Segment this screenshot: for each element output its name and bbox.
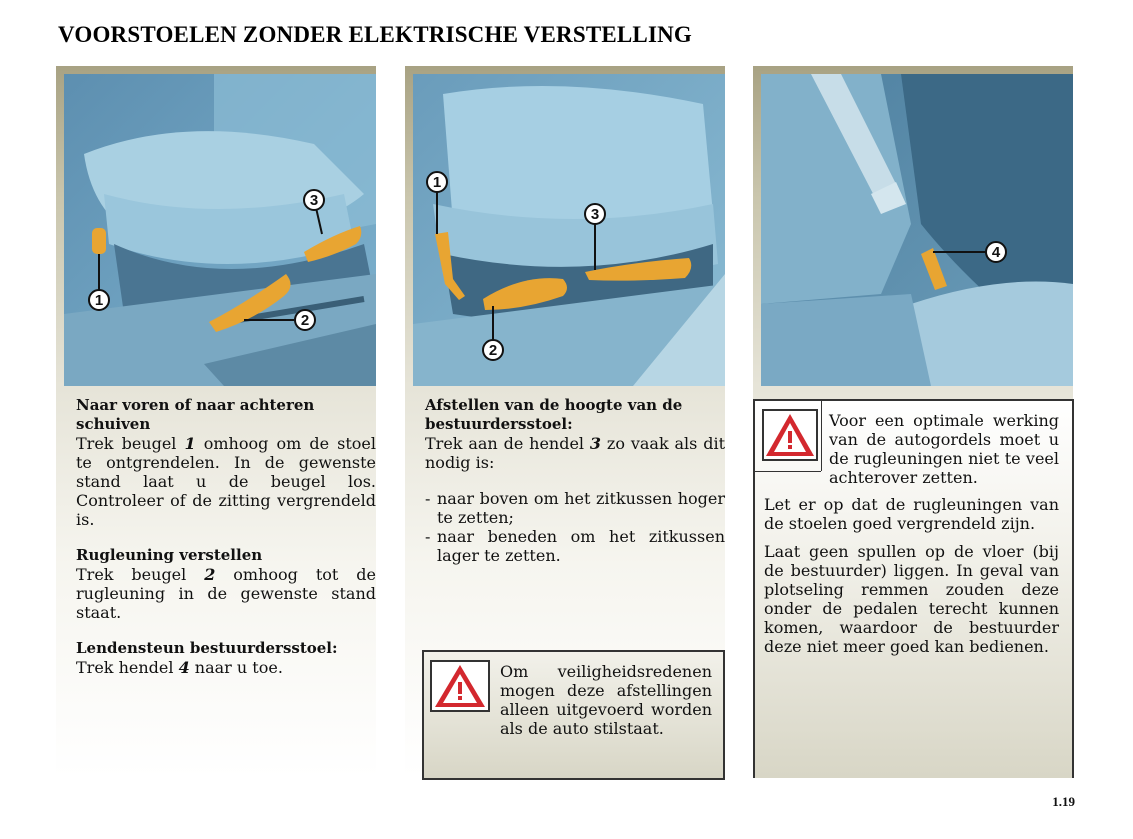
lever-1-highlight [92,228,106,254]
warning-text: Om veiligheidsredenen mogen deze afstellingen alleen uitgevoerd worden als de auto stilstaat. [500,662,712,738]
height-instructions-list [425,489,725,565]
callout-1 [89,290,109,310]
warning-triangle-icon [762,409,818,461]
reference-1: 1 [184,434,196,453]
warning-divider [755,471,821,472]
column-seat-height [405,66,725,778]
photo-seat-height-levers [413,74,725,386]
callout-1 [427,172,447,192]
reference-3: 3 [589,434,602,453]
svg-text:2: 2 [488,342,498,359]
svg-text:3: 3 [309,192,319,209]
warning-text: Voor een optimale werking van de autogordels moet u de rugleuningen niet te veel achterover zetten. [829,411,1059,487]
svg-text:1: 1 [432,174,442,191]
reference-2: 2 [204,565,216,584]
section-heading-lumbar: Lendensteun bestuurdersstoel: [76,639,338,657]
column2-text: Afstellen van de hoogte van de bestuurdersstoel: Trek aan de hendel 3 zo vaak als dit nodig is: - naar boven om het zitkussen hoger te zetten; - naar beneden om het zitkussen lager te zetten. [425,396,725,565]
column-lumbar-backrest [753,66,1073,778]
column-seat-sliding [56,66,376,778]
warning-divider [821,401,822,471]
photo-seat-side-view [64,74,376,386]
paragraph-floor-items: Laat geen spullen op de vloer (bij de bestuurder) liggen. In geval van plotseling remmen zouden deze onder de pedalen terecht kunnen komen, waardoor de bestuurder deze niet meer goed kan bedienen. [764,542,1059,656]
section-heading-height: Afstellen van de hoogte van de bestuurdersstoel: [425,396,683,433]
callout-3 [304,190,324,210]
paragraph-backrest-lock: Let er op dat de rugleuningen van de stoelen goed vergrendeld zijn. [764,495,1059,533]
svg-text:3: 3 [590,206,600,223]
photo-lumbar-lever [761,74,1073,386]
callout-4 [986,242,1006,262]
warning-triangle-icon [430,660,490,712]
section-heading-backrest: Rugleuning verstellen [76,546,263,564]
list-item: - naar boven om het zitkussen hoger te zetten; [425,489,725,527]
page-title: VOORSTOELEN ZONDER ELEKTRISCHE VERSTELLING [58,22,693,47]
section-heading-slide: Naar voren of naar achteren schuiven [76,396,315,433]
svg-text:4: 4 [991,244,1001,261]
callout-2 [483,340,503,360]
callout-3 [585,204,605,224]
reference-4: 4 [178,658,190,677]
backrest-info-box [753,399,1074,778]
svg-text:1: 1 [94,292,104,309]
page-number: 1.19 [1052,794,1075,809]
callout-2 [295,310,315,330]
safety-warning-box [422,650,725,780]
svg-text:2: 2 [300,312,310,329]
list-item: - naar beneden om het zitkussen lager te zetten. [425,527,725,565]
column1-text: Naar voren of naar achteren schuiven Trek beugel 1 omhoog om de stoel te ontgrendelen. In de gewenste stand laat u de beugel los. Controleer of de zitting vergrendeld is. Rugleuning verstellen Trek beugel 2 omhoog tot de rugleuning in de gewenste stand staat. Lendensteun bestuurdersstoel: Trek hendel 4 naar u toe. [76,396,377,677]
